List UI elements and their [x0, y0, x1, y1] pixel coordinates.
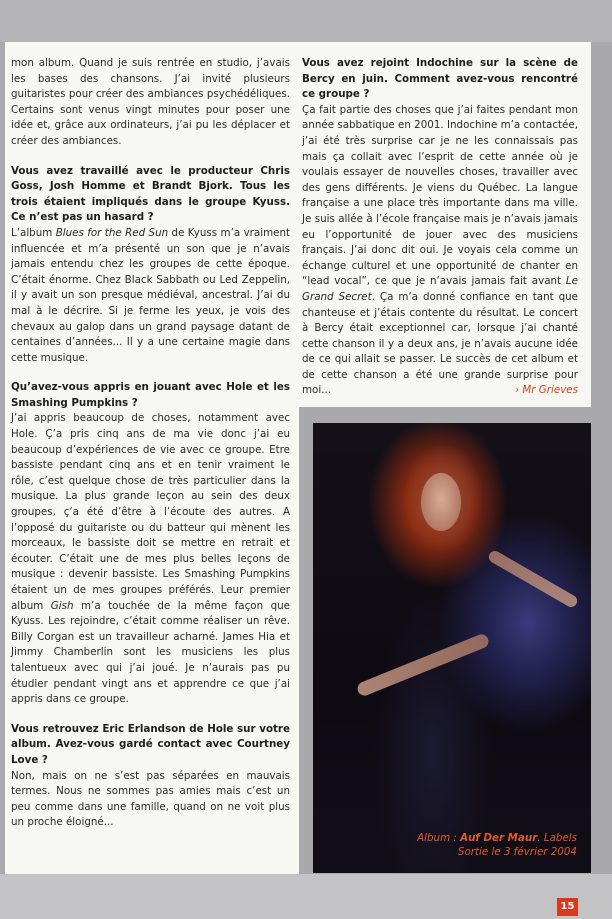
photo-arm [355, 632, 490, 697]
caption-line-1 [417, 831, 577, 845]
caption-album-label: Album : [417, 832, 461, 844]
answer-hole [11, 411, 290, 707]
caption-release-date: Sortie le 3 février 2004 [457, 846, 577, 858]
answer-hole-text-2: m’a touchée de la même façon que Kyuss. Les rejoindre, c’était comme réaliser un rêve. Billy Corgan est un travailleur acharné. James Hia et Jimmy Chamberlin sont les musiciens les plus talentueux avec qui j’ai joué. Je n’aurais pas pu étudier pendant vingt ans et apprendre ce que j’ai appris dans ce groupe. [11, 599, 290, 706]
bottom-band [0, 874, 612, 919]
answer-kyuss-text-1: L’album [11, 226, 56, 239]
caption-labels: . Labels [537, 832, 577, 844]
question-kyuss: Vous avez travaillé avec le producteur Chris Goss, Josh Homme et Brandt Bjork. Tous les trois étaient impliqués dans le groupe Kyuss. Ce n’est pas un hasard ? [11, 164, 290, 224]
question-indochine: Vous avez rejoint Indochine sur la scène de Bercy en juin. Comment avez-vous rencontré ce groupe ? [302, 57, 578, 101]
answer-kyuss-text-2: de Kyuss m’a vraiment influencée et m’a présenté un son que je n’avais jamais entendu chez les groupes de cette époque. C’était énorme. Chez Black Sabbath ou Led Zeppelin, il y avait un son presque médiéval, ancestral. J’ai du mal à le décrire. Si je ferme les yeux, je vois des chevaux au galop dans un grand paysage datant de centaines d’années... Il y a une certaine magie dans cette musique. [11, 226, 291, 364]
answer-hole-text-1: J’ai appris beaucoup de choses, notamment avec Hole. Ç’a pris cinq ans de ma vie donc j’ai eu beaucoup d’expériences de vie avec ce groupe. Etre bassiste pendant cinq ans et en tenir vraiment le rôle, c’est quelque chose de très particulier dans la musique. La plus grande leçon au sein des deux groupes, ç’a été d’être à l’écoute des autres. A l’opposé du guitariste ou du batteur qui mènent les morceaux, le bassiste doit se mettre en retrait et écouter. C’était une de mes plus belles leçons de musique : devenir bassiste. Les Smashing Pumpkins étaient un de mes groupes préférés. Leur premier album [11, 412, 290, 612]
answer-kyuss [11, 226, 290, 366]
question-hole: Qu’avez-vous appris en jouant avec Hole et les Smashing Pumpkins ? [11, 381, 290, 409]
top-band [0, 0, 612, 42]
album-title-blues: Blues for the Red Sun [55, 226, 169, 239]
photo-face [421, 473, 461, 531]
answer-indochine [302, 103, 578, 399]
right-column [299, 42, 591, 407]
paragraph-intro: mon album. Quand je suis rentrée en studio, j’avais les bases des chansons. J’ai invité plusieurs guitaristes pour créer des ambiances psychédéliques. Certains sont venus vingt minutes pour poser une idée et, grâce aux ordinateurs, j’ai pu les déplacer et créer des ambiances. [11, 57, 290, 147]
album-title-grand-secret: Le Grand Secret [302, 275, 578, 303]
left-column-text [11, 56, 290, 831]
page-number: 15 [557, 898, 578, 916]
album-title-gish: Gish [50, 599, 74, 612]
answer-indochine-text-2: . Ça m’a donné confiance en tant que chanteuse et j’étais contente du résultat. Le concert à Bercy était exceptionnel car, lorsque j’ai chanté cette chanson il y a deux ans, je n’avais aucune idée de ce qui allait se passer. Le succès de cet album et de cette chanson a été une grande surprise pour moi... [302, 290, 578, 397]
photo-arm-raised [487, 549, 580, 609]
question-erlandson: Vous retrouvez Eric Erlandson de Hole sur votre album. Avez-vous gardé contact avec Courtney Love ? [11, 722, 290, 766]
author-signature: › Mr Grieves [515, 384, 578, 397]
answer-erlandson: Non, mais on ne s’est pas séparées en mauvais termes. Nous ne sommes pas amies mais c’est un peu comme dans une famille, quand on ne voit plus un proche éloigné... [11, 769, 290, 829]
left-column [5, 42, 299, 874]
artist-photo [313, 423, 591, 873]
caption-album-title: Auf Der Maur [460, 832, 538, 844]
right-column-text [302, 56, 578, 399]
photo-caption [417, 831, 577, 859]
answer-indochine-text-1: Ça fait partie des choses que j’ai faites pendant mon année sabbatique en 2001. Indochine m’a contactée, j’ai été très surprise car je ne les connaissais pas mais ça collait avec l’esprit de cette année où je voulais essayer de nouvelles choses, travailler avec des gens différents. Je viens du Québec. La langue française a une place très importante dans ma ville. Je suis allée à l’école française mais je n’avais jamais eu l’opportunité de jouer avec des musiciens français. J’ai donc dit oui. Je voyais cela comme un échange culturel et une opportunité de chanter en “lead vocal”, ce que je n’avais jamais fait avant [302, 103, 578, 288]
